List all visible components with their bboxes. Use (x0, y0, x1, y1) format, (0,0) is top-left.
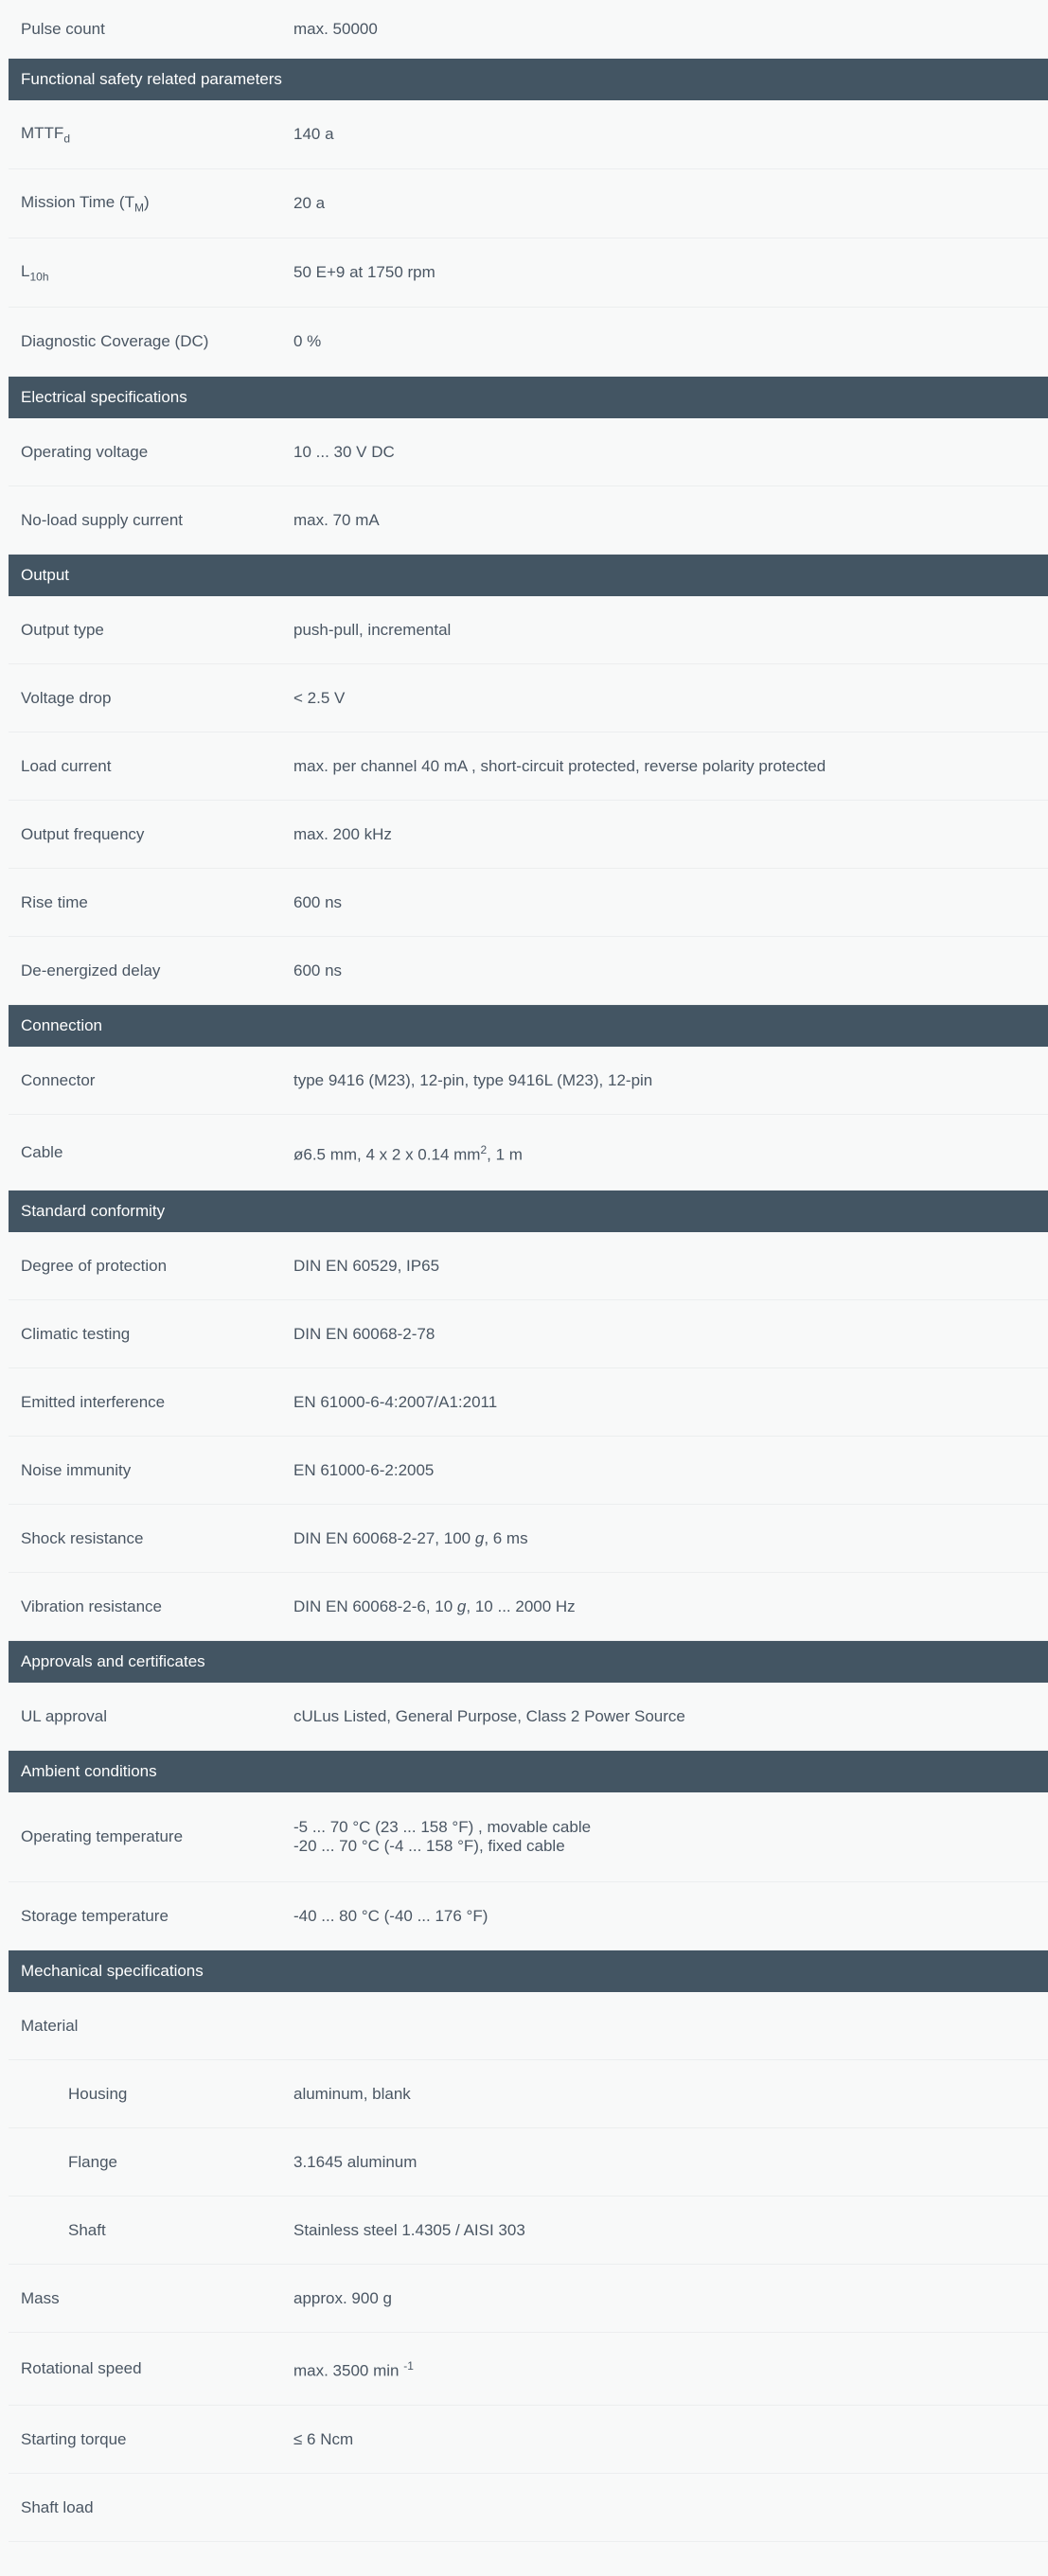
spec-row-continued (9, 2542, 1048, 2570)
spec-value: push-pull, incremental (293, 620, 452, 639)
spec-value: 3.1645 aluminum (293, 2152, 417, 2171)
spec-row-operating-temperature (9, 1792, 1048, 1882)
specification-table (9, 0, 1048, 2570)
spec-label: Emitted interference (21, 1392, 166, 1411)
spec-row-housing (9, 2060, 1048, 2128)
section-header-electrical: Electrical specifications (9, 377, 1048, 418)
spec-label: Pulse count (21, 19, 105, 38)
spec-value: < 2.5 V (293, 688, 346, 707)
spec-value: ≤ 6 Ncm (293, 2429, 354, 2448)
spec-row-de-energized-delay (9, 937, 1048, 1005)
spec-row-no-load-current (9, 486, 1048, 555)
spec-value: 140 a (293, 125, 334, 143)
spec-label: Material (21, 2016, 79, 2035)
spec-label: Output type (21, 620, 104, 639)
spec-row-starting-torque (9, 2406, 1048, 2474)
spec-label: Starting torque (21, 2429, 127, 2448)
spec-value: 600 ns (293, 892, 343, 911)
spec-value: EN 61000-6-4:2007/A1:2011 (293, 1392, 498, 1411)
spec-row-connector (9, 1047, 1048, 1115)
spec-value: max. 3500 min $^{-1}$ (293, 2359, 414, 2380)
spec-label: Mass (21, 2288, 60, 2307)
spec-value: -5 ... 70 °C (23 ... 158 °F) , movable cable -20 ... 70 °C (-4 ... 158 °F), fixed cable (293, 1818, 592, 1855)
spec-label: Output frequency (21, 824, 145, 843)
spec-row-ul-approval (9, 1683, 1048, 1751)
spec-label: Storage temperature (21, 1906, 169, 1925)
spec-row-output-type (9, 596, 1048, 664)
spec-row-cable (9, 1115, 1048, 1191)
spec-label: Connector (21, 1070, 96, 1089)
section-header-functional-safety: Functional safety related parameters (9, 59, 1048, 100)
spec-label: Diagnostic Coverage (DC) (21, 332, 209, 350)
spec-row-noise-immunity (9, 1437, 1048, 1505)
spec-label: Vibration resistance (21, 1597, 162, 1615)
spec-label: Shock resistance (21, 1528, 144, 1547)
spec-label: Mission Time $(T_M)$ (21, 192, 150, 215)
spec-label: Operating temperature (21, 1827, 184, 1845)
spec-value: EN 61000-6-2:2005 (293, 1460, 435, 1479)
spec-row-mttfd (9, 100, 1048, 169)
spec-row-rise-time (9, 869, 1048, 937)
spec-label: Voltage drop (21, 688, 112, 707)
spec-row-operating-voltage (9, 418, 1048, 486)
spec-row-diagnostic-coverage (9, 308, 1048, 377)
spec-label: Shaft load (21, 2497, 94, 2516)
spec-value: 600 ns (293, 961, 343, 979)
spec-value: 0 % (293, 332, 322, 350)
spec-value: DIN EN 60529, IP65 (293, 1256, 440, 1275)
spec-row-shock-resistance (9, 1505, 1048, 1573)
spec-value: approx. 900 g (293, 2288, 392, 2307)
spec-label: Rotational speed (21, 2359, 142, 2377)
spec-row-flange (9, 2128, 1048, 2197)
spec-label: $L_{10h}$ (21, 261, 49, 284)
spec-row-storage-temperature (9, 1882, 1048, 1950)
spec-row-rotational-speed (9, 2333, 1048, 2406)
spec-row-degree-protection (9, 1232, 1048, 1300)
spec-value: max. 50000 (293, 19, 378, 38)
spec-label: No-load supply current (21, 510, 184, 529)
spec-row-output-frequency (9, 801, 1048, 869)
spec-value: max. per channel 40 mA , short-circuit protected, reverse polarity protected (293, 756, 826, 775)
spec-label: Noise immunity (21, 1460, 132, 1479)
spec-value: 20 a (293, 194, 326, 212)
section-header-approvals: Approvals and certificates (9, 1641, 1048, 1683)
spec-label: De-energized delay (21, 961, 161, 979)
spec-label: Housing (68, 2084, 128, 2103)
spec-value: aluminum, blank (293, 2084, 411, 2103)
spec-label: Flange (68, 2152, 117, 2171)
spec-row-emitted-interference (9, 1368, 1048, 1437)
section-header-mechanical: Mechanical specifications (9, 1950, 1048, 1992)
spec-label: Operating voltage (21, 442, 149, 461)
spec-row-vibration-resistance (9, 1573, 1048, 1641)
section-header-connection: Connection (9, 1005, 1048, 1047)
section-header-standard-conformity: Standard conformity (9, 1191, 1048, 1232)
spec-value: ø6.5 mm, 4 x 2 x 0.14 $mm^2$, 1 m (293, 1142, 523, 1164)
spec-label: Cable (21, 1142, 63, 1161)
spec-value: 10 ... 30 V DC (293, 442, 395, 461)
spec-row-pulse-count (9, 0, 1048, 59)
spec-value: DIN EN 60068-2-6, 10 g, 10 ... 2000 Hz (293, 1597, 576, 1615)
spec-row-mission-time (9, 169, 1048, 238)
spec-value: Stainless steel 1.4305 / AISI 303 (293, 2220, 525, 2239)
spec-row-shaft-load (9, 2474, 1048, 2542)
section-header-ambient: Ambient conditions (9, 1751, 1048, 1792)
section-header-output: Output (9, 555, 1048, 596)
spec-value: cULus Listed, General Purpose, Class 2 Power Source (293, 1706, 685, 1725)
spec-value: 50 E+9 at 1750 rpm (293, 263, 435, 281)
spec-row-l10h (9, 238, 1048, 308)
spec-row-voltage-drop (9, 664, 1048, 732)
spec-label: Rise time (21, 892, 88, 911)
spec-row-climatic-testing (9, 1300, 1048, 1368)
spec-value: max. 70 mA (293, 510, 380, 529)
spec-label: $MTTF_d$ (21, 123, 71, 146)
spec-value: type 9416 (M23), 12-pin, type 9416L (M23), 12-pin (293, 1070, 653, 1089)
spec-value: DIN EN 60068-2-78 (293, 1324, 435, 1343)
spec-row-shaft (9, 2197, 1048, 2265)
spec-value: max. 200 kHz (293, 824, 392, 843)
spec-label: Degree of protection (21, 1256, 168, 1275)
spec-row-material (9, 1992, 1048, 2060)
spec-label: Shaft (68, 2220, 106, 2239)
spec-label: Climatic testing (21, 1324, 131, 1343)
spec-value: DIN EN 60068-2-27, 100 g, 6 ms (293, 1528, 528, 1547)
spec-row-mass (9, 2265, 1048, 2333)
spec-label: UL approval (21, 1706, 108, 1725)
spec-label: Load current (21, 756, 112, 775)
spec-row-load-current (9, 732, 1048, 801)
spec-value: -40 ... 80 °C (-40 ... 176 °F) (293, 1906, 488, 1925)
